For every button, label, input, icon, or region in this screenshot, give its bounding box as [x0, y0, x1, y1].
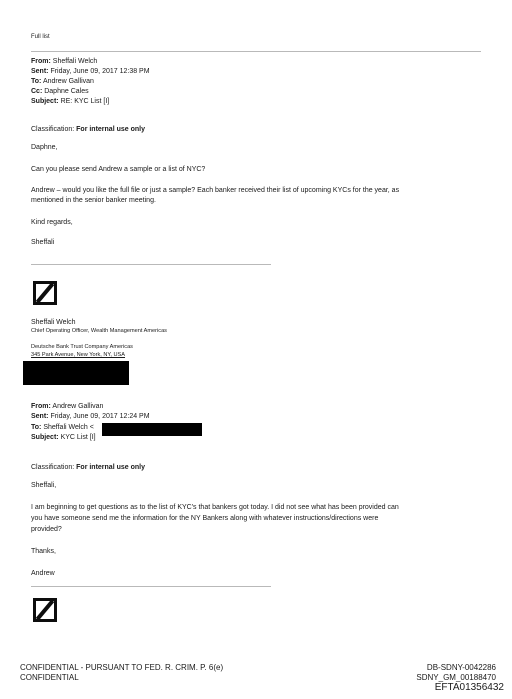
- email2-sent-row: [31, 412, 150, 421]
- email2-from-row: [31, 402, 103, 411]
- header-title: Full list: [31, 34, 50, 40]
- email1-paragraph-line: Andrew – would you like the full file or just a sample? Each banker received their list of upcoming KYCs for the year, as: [31, 187, 400, 194]
- from-label: From:: [31, 403, 51, 410]
- signature-address: 345 Park Avenue, New York, NY, USA: [31, 352, 126, 358]
- email2-signoff: Andrew: [31, 570, 55, 577]
- from-value: Andrew Gallivan: [52, 403, 104, 410]
- email1-paragraph-line: mentioned in the senior banker meeting.: [31, 197, 156, 204]
- redaction-box: [23, 361, 129, 385]
- footer-bates-id: DB-SDNY-0042286: [426, 663, 496, 672]
- sent-value: Friday, June 09, 2017 12:24 PM: [50, 413, 150, 420]
- email2-body-line: I am beginning to get questions as to the list of KYC's that bankers got today. I did not see what has been provided can: [31, 504, 399, 511]
- to-value: Andrew Gallivan: [42, 78, 94, 85]
- email1-paragraph: Can you please send Andrew a sample or a list of NYC?: [31, 166, 206, 173]
- footer-confidential-line: CONFIDENTIAL - PURSUANT TO FED. R. CRIM. P. 6(e): [20, 663, 224, 672]
- classification-label: Classification:: [31, 126, 75, 133]
- subject-value: KYC List [I]: [60, 434, 96, 441]
- email2-subject-row: [31, 433, 96, 442]
- signature-divider: [31, 586, 271, 587]
- classification-value: For internal use only: [76, 464, 145, 471]
- subject-value: RE: KYC List [I]: [60, 98, 110, 105]
- sent-label: Sent:: [31, 413, 49, 420]
- redaction-box: [102, 423, 202, 436]
- email1-cc-row: [31, 87, 89, 96]
- signature-company: Deutsche Bank Trust Company Americas: [31, 344, 133, 350]
- to-label: To:: [31, 424, 42, 431]
- to-label: To:: [31, 78, 42, 85]
- email1-to-row: [31, 77, 94, 86]
- to-value: Sheffali Welch <: [43, 424, 94, 431]
- from-label: From:: [31, 58, 51, 65]
- subject-label: Subject:: [31, 434, 59, 441]
- email1-classification: [31, 125, 145, 134]
- email1-signoff: Sheffali: [31, 239, 55, 246]
- email2-body-line: you have someone send me the information for the NY Bankers along with whatever instructions/directions were: [31, 515, 379, 522]
- email2-closing: Thanks,: [31, 548, 56, 555]
- email2-body-line: provided?: [31, 526, 62, 533]
- deutsche-bank-logo-icon: [33, 598, 57, 622]
- email1-sent-row: [31, 67, 150, 76]
- email1-from-row: [31, 57, 97, 66]
- cc-label: Cc:: [31, 88, 43, 95]
- footer-confidential-line: CONFIDENTIAL: [20, 673, 79, 682]
- signature-divider: [31, 264, 271, 265]
- sent-label: Sent:: [31, 68, 49, 75]
- email2-to-row: [31, 423, 94, 432]
- email1-greeting: Daphne,: [31, 144, 58, 151]
- classification-label: Classification:: [31, 464, 75, 471]
- footer-efta-number: EFTA01356432: [434, 682, 504, 693]
- footer-bates-id: SDNY_GM_00188470: [416, 673, 496, 682]
- signature-name: Sheffali Welch: [31, 319, 76, 326]
- sent-value: Friday, June 09, 2017 12:38 PM: [50, 68, 150, 75]
- email1-closing: Kind regards,: [31, 219, 73, 226]
- signature-title: Chief Operating Officer, Wealth Management Americas: [31, 328, 167, 334]
- header-divider: [31, 51, 481, 52]
- subject-label: Subject:: [31, 98, 59, 105]
- email2-classification: [31, 463, 145, 472]
- deutsche-bank-logo-icon: [33, 281, 57, 305]
- email1-subject-row: [31, 97, 109, 106]
- cc-value: Daphne Cales: [44, 88, 89, 95]
- from-value: Sheffali Welch: [52, 58, 98, 65]
- email2-greeting: Sheffali,: [31, 482, 57, 489]
- classification-value: For internal use only: [76, 126, 145, 133]
